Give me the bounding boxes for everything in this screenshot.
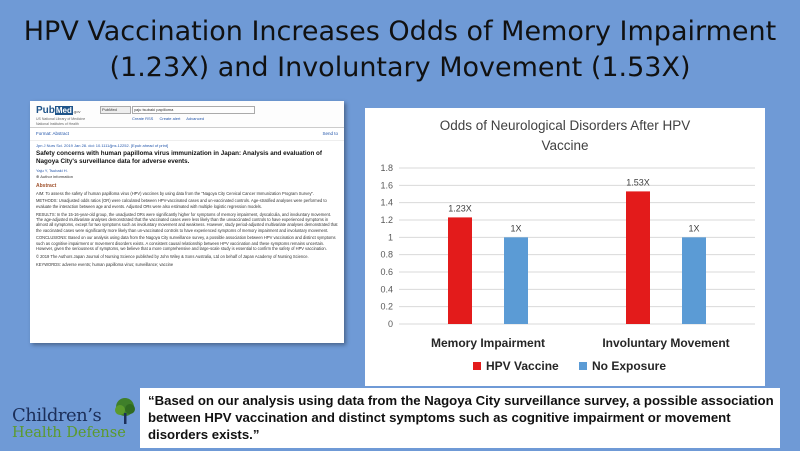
logo-text-health-defense: Health Defense — [12, 425, 126, 441]
pubmed-header — [30, 101, 344, 128]
authors[interactable]: Yaju Y, Tsubaki H. — [36, 167, 68, 173]
search-input[interactable]: yaju tsubaki papilloma — [132, 106, 255, 114]
y-tick-label: 0.8 — [380, 249, 393, 260]
bar — [626, 191, 650, 324]
pubmed-logo: PubMed.gov — [36, 105, 81, 116]
create-rss-link[interactable]: Create RSS — [132, 116, 154, 121]
tree-logo-icon — [112, 396, 138, 426]
abstract-results: RESULTS: In the 15-16-year-old group, the unadjusted ORs were significantly higher for symptoms of memory impairment, dyscalculia, and involuntary movement. The age-adjusted multivariate analyses demonstrated that the vaccinated cases were less likely than the unvaccinated controls to have experienced symptoms in almost all symptoms, except for two symptoms such as involuntary movement and weakness. However, study period-adjusted multivariate analyses demonstrated that the vaccinated cases were significantly more likely than un-vaccinated controls to have experienced symptoms of memory impairment and involuntary movement. — [36, 211, 338, 233]
x-category-label: Involuntary Movement — [602, 336, 730, 350]
bar-chart — [365, 108, 765, 386]
bar-data-label: 1.53X — [626, 177, 650, 188]
y-tick-label: 0.4 — [380, 284, 393, 295]
y-tick-label: 1.6 — [380, 180, 393, 191]
y-tick-label: 0.6 — [380, 267, 393, 277]
y-tick-label: 1.8 — [380, 163, 393, 173]
y-tick-label: 1 — [387, 232, 393, 243]
slide-title-line-2: (1.23X) and Involuntary Movement (1.53X) — [109, 52, 691, 83]
bar-data-label: 1X — [510, 223, 522, 234]
abstract-keywords: KEYWORDS: adverse events; human papilloma virus; surveillance; vaccine — [36, 261, 174, 267]
bar — [504, 237, 528, 324]
logo-text-childrens: Children’s — [12, 405, 102, 426]
bar-data-label: 1X — [688, 223, 700, 234]
create-alert-link[interactable]: Create alert — [159, 116, 181, 121]
y-tick-label: 0.2 — [380, 301, 393, 312]
database-select[interactable]: PubMed — [100, 106, 131, 114]
legend-label: HPV Vaccine — [486, 359, 559, 373]
abstract-heading: Abstract — [36, 183, 57, 190]
search-links — [132, 116, 209, 121]
slide-title — [0, 14, 800, 86]
abstract-body — [30, 141, 344, 272]
y-tick-label: 1.2 — [380, 215, 393, 225]
abstract-copyright: © 2019 The Authors Japan Journal of Nursing Science published by John Wiley & Sons Australia, Ltd on behalf of Japan Academy of Nursing Science. — [36, 253, 309, 259]
advanced-link[interactable]: Advanced — [186, 116, 205, 121]
send-to-link[interactable]: Send to — [322, 131, 338, 136]
y-tick-label: 0 — [387, 319, 393, 329]
bar-data-label: 1.23X — [448, 203, 472, 214]
x-category-label: Memory Impairment — [430, 336, 546, 350]
format-bar — [30, 128, 344, 141]
bar — [682, 237, 706, 324]
legend-label: No Exposure — [592, 359, 667, 373]
chart-title-line-2: Vaccine — [541, 138, 589, 153]
author-information-toggle[interactable]: ⊕ Author information — [36, 173, 73, 179]
quote-text: “Based on our analysis using data from the Nagoya City surveillance survey, a possible association between HPV vaccination and distinct symptoms such as cognitive impairment or movement disorders exists.” — [148, 393, 774, 442]
legend-swatch — [473, 362, 481, 370]
citation[interactable]: Jpn J Nurs Sci. 2019 Jan 28. doi: 10.1111/jjns.12252. [Epub ahead of print] — [36, 142, 169, 148]
bar — [448, 217, 472, 324]
abstract-methods: METHODS: Unadjusted odds ratios (OR) were calculated between HPV-vaccinated cases and un-vaccinated controls. Age-stratified analyses were performed to evaluate the interaction between age and events. Adjusted ORs were also estimated with multiple logistic regression models. — [36, 198, 327, 209]
format-select[interactable]: Format: Abstract — [36, 131, 70, 136]
nlm-label: US National Library of Medicine National Institutes of Health — [36, 117, 86, 126]
abstract-aim: AIM: To assess the safety of human papilloma virus (HPV) vaccines by using data from the "Nagoya City Cervical Cancer Immunization Program Survey". — [36, 190, 315, 196]
y-tick-label: 1.4 — [380, 197, 393, 208]
legend-swatch — [579, 362, 587, 370]
chart-title-line-1: Odds of Neurological Disorders After HPV — [439, 118, 691, 133]
chart-panel — [365, 108, 765, 386]
abstract-conclusions: CONCLUSIONS: Based on our analysis using data from the Nagoya City surveillance survey, a possible association between HPV vaccination and distinct symptoms such as cognitive impairment or movement disorders exists. A consistent causal relationship between HPV vaccination and these symptoms remains uncertain. However, given the seriousness of symptoms, we believe that a more comprehensive and large-scale study is essential to confirm the safety of HPV vaccination. — [36, 235, 336, 251]
article-title: Safety concerns with human papilloma virus immunization in Japan: Analysis and evaluation of Nagoya City's surveillance data for adverse events. — [36, 150, 322, 165]
pubmed-abstract-screenshot — [30, 101, 344, 343]
quote-box — [140, 388, 780, 448]
slide-title-line-1: HPV Vaccination Increases Odds of Memory Impairment — [23, 16, 777, 47]
